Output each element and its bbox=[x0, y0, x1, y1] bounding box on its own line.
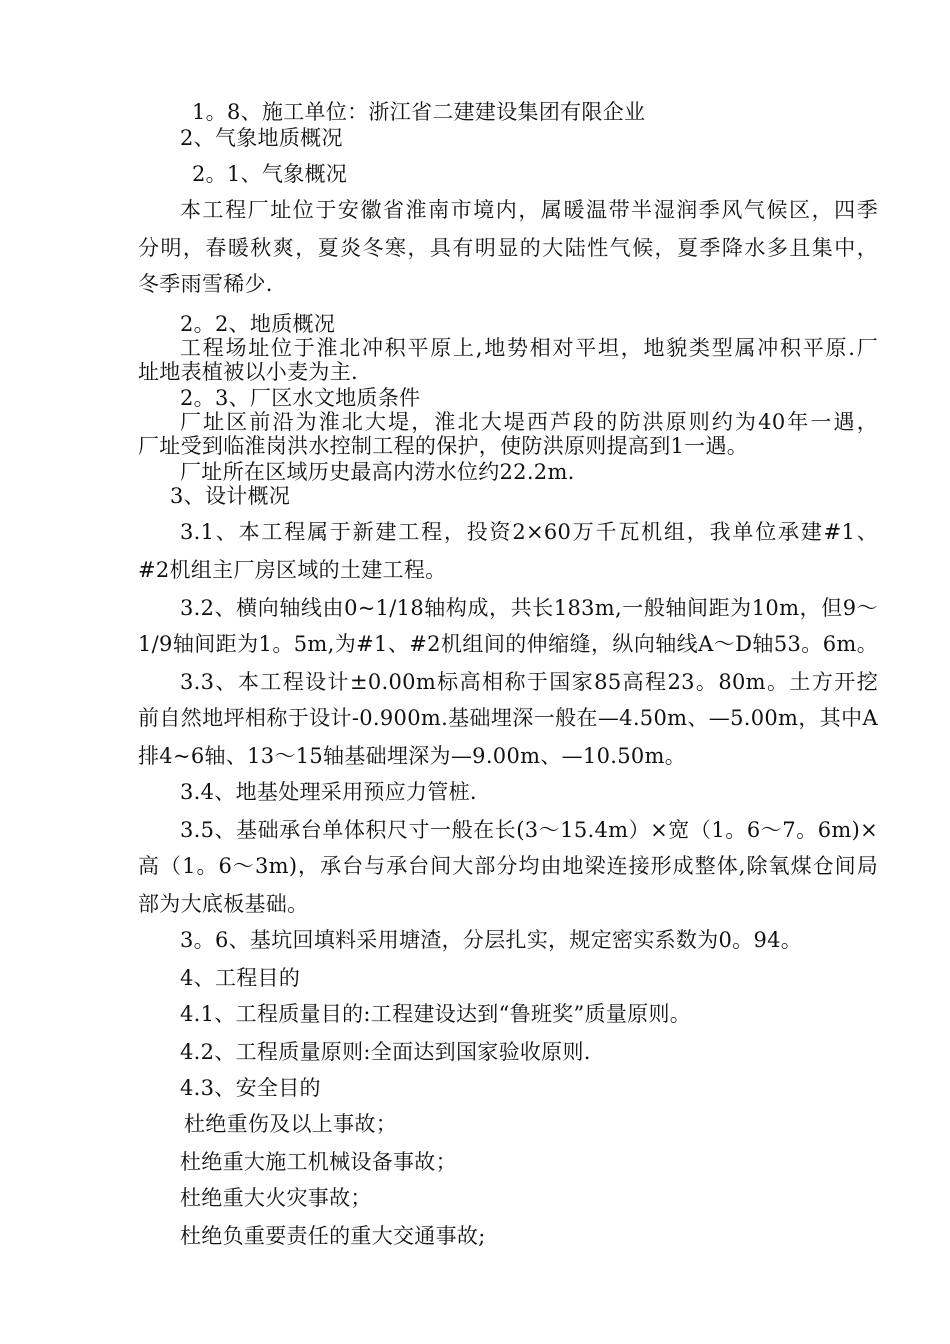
paragraph-line: 1/9轴间距为1。5m,为#1、#2机组间的伸缩缝，纵向轴线A～D轴53。6m。 bbox=[138, 632, 878, 656]
section-heading: 3、设计概况 bbox=[170, 484, 291, 508]
paragraph-line: 高（1。6～3m)，承台与承台间大部分均由地梁连接形成整体,除氧煤仓间局 bbox=[138, 854, 878, 878]
paragraph-line: 3.4、地基处理采用预应力管桩. bbox=[180, 780, 477, 804]
section-heading: 4、工程目的 bbox=[180, 966, 301, 990]
section-heading: 2、气象地质概况 bbox=[180, 126, 343, 150]
paragraph-line: 分明，春暖秋爽，夏炎冬寒，具有明显的大陆性气候，夏季降水多且集中， bbox=[138, 236, 878, 260]
paragraph-line: #2机组主厂房区域的土建工程。 bbox=[138, 558, 447, 582]
paragraph-line: 3.3、本工程设计±0.00m标高相称于国家85高程23。80m。土方开挖 bbox=[180, 670, 878, 694]
paragraph-line: 部为大底板基础。 bbox=[138, 892, 309, 916]
subsection-heading: 2。3、厂区水文地质条件 bbox=[180, 386, 421, 410]
paragraph-line: 4.2、工程质量原则:全面达到国家验收原则. bbox=[180, 1040, 591, 1064]
paragraph-line: 前自然地坪相称于设计-0.900m.基础埋深一般在—4.50m、—5.00m，其中A bbox=[138, 706, 878, 730]
paragraph-line: 工程场址位于淮北冲积平原上,地势相对平坦，地貌类型属冲积平原.厂 bbox=[180, 336, 878, 360]
paragraph-line: 3.5、基础承台单体积尺寸一般在长(3～15.4m）×宽（1。6～7。6m)× bbox=[180, 818, 878, 842]
list-item: 杜绝重大施工机械设备事故； bbox=[180, 1150, 457, 1174]
paragraph-line: 4.1、工程质量目的:工程建设达到“鲁班奖”质量原则。 bbox=[180, 1002, 692, 1026]
paragraph-line: 址地表植被以小麦为主. bbox=[138, 360, 358, 384]
list-item: 杜绝重大火灾事故； bbox=[180, 1186, 372, 1210]
paragraph-line: 厂址受到临淮岗洪水控制工程的保护，使防洪原则提高到1一遇。 bbox=[138, 434, 749, 458]
list-item: 杜绝负重要责任的重大交通事故; bbox=[180, 1224, 486, 1248]
list-item: 杜绝重伤及以上事故； bbox=[184, 1112, 397, 1136]
paragraph-line: 本工程厂址位于安徽省淮南市境内，属暖温带半湿润季风气候区，四季 bbox=[180, 198, 878, 222]
paragraph-line: 冬季雨雪稀少. bbox=[138, 272, 273, 296]
subsection-heading: 4.3、安全目的 bbox=[180, 1076, 321, 1100]
paragraph-line: 3.1、本工程属于新建工程，投资2×60万千瓦机组，我单位承建#1、 bbox=[180, 520, 878, 544]
paragraph-line: 3.2、横向轴线由0~1/18轴构成，共长183m,一般轴间距为10m，但9～ bbox=[180, 596, 878, 620]
subsection-heading: 2。2、地质概况 bbox=[180, 312, 336, 336]
paragraph-line: 厂址所在区域历史最高内涝水位约22.2m. bbox=[180, 460, 575, 484]
paragraph-line: 厂址区前沿为淮北大堤，淮北大堤西芦段的防洪原则约为40年一遇， bbox=[180, 410, 878, 434]
paragraph-line: 3。6、基坑回填料采用塘渣，分层扎实，规定密实系数为0。94。 bbox=[180, 928, 803, 952]
paragraph-line: 排4~6轴、13～15轴基础埋深为—9.00m、—10.50m。 bbox=[138, 744, 687, 768]
subsection-heading: 2。1、气象概况 bbox=[192, 162, 348, 186]
text-line: 1。8、施工单位：浙江省二建建设集团有限企业 bbox=[192, 100, 646, 124]
